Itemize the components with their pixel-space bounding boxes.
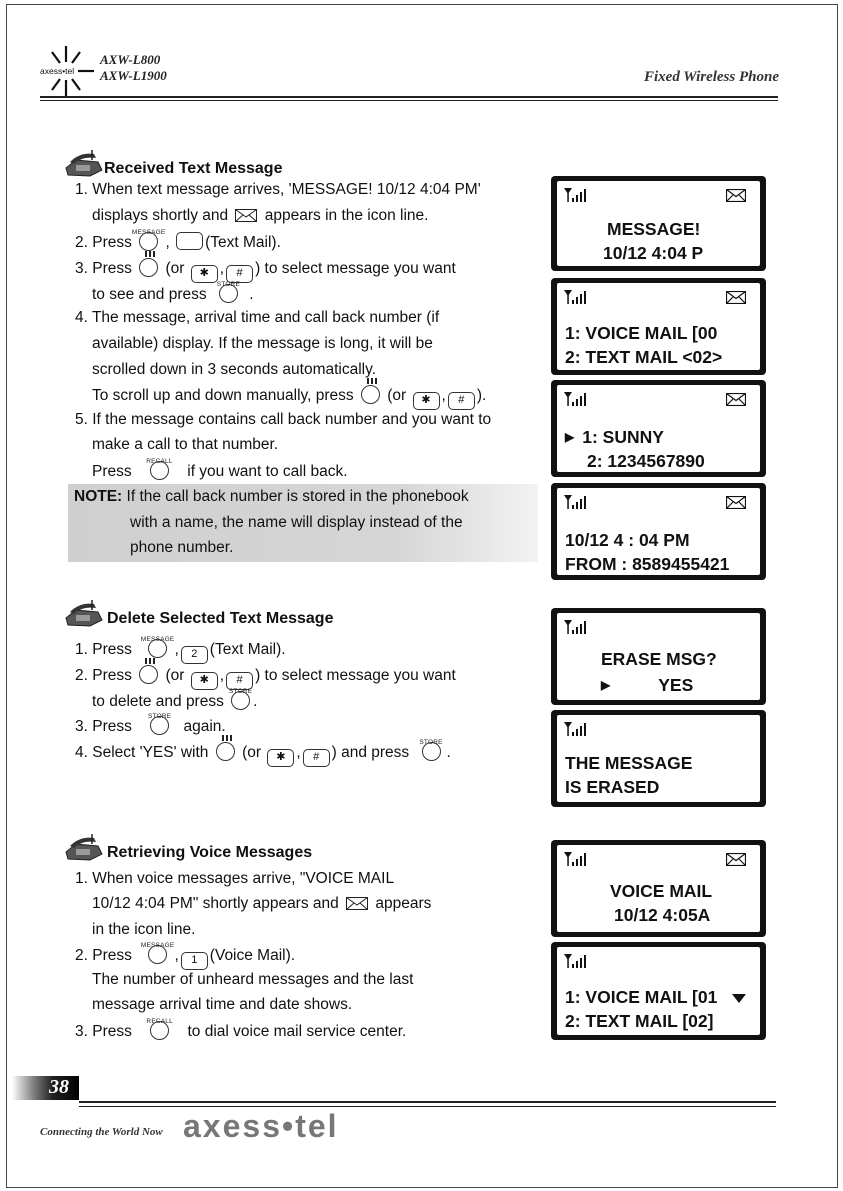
- cursor-arrow-icon: ▶: [601, 678, 611, 692]
- lcd-erase-confirm: [551, 608, 766, 705]
- note-box: [68, 484, 538, 562]
- delete-step-1: 1. Press MESSAGE , 2 (Text Mail).: [75, 639, 286, 664]
- lcd-line: 10/12 4:04 P: [603, 243, 704, 263]
- cursor-arrow-icon: ▶: [565, 430, 575, 444]
- lcd-line: 1: VOICE MAIL [00: [565, 323, 718, 343]
- lcd-line: 2: 1234567890: [587, 451, 705, 471]
- envelope-icon: [235, 209, 257, 222]
- received-step-5c: Press RECALL if you want to call back.: [92, 458, 348, 480]
- hash-key-icon: #: [226, 265, 253, 283]
- lcd-message-detail: [551, 483, 766, 580]
- signal-icon: [564, 494, 592, 510]
- section-title-received: Received Text Message: [104, 160, 283, 177]
- star-key-icon: ✱: [413, 392, 440, 410]
- store-key-icon: STORE: [422, 742, 441, 761]
- two-key-icon: 2: [181, 646, 208, 664]
- delete-step-2b: to delete and press STORE .: [92, 688, 258, 710]
- store-key-icon: STORE: [231, 691, 250, 710]
- envelope-icon: [346, 897, 368, 910]
- logo-text: axess•tel: [40, 66, 75, 76]
- lcd-sender-list: [551, 380, 766, 477]
- phone-icon: [62, 148, 104, 178]
- lcd-line: THE MESSAGE: [565, 753, 693, 773]
- star-key-icon: ✱: [191, 265, 218, 283]
- star-key-icon: ✱: [267, 749, 294, 767]
- recall-key-icon: RECALL: [150, 461, 169, 480]
- voice-step-2: 2. Press MESSAGE , 1 (Voice Mail).: [75, 945, 295, 970]
- header-rule: [40, 96, 778, 98]
- received-step-5: 5. If the message contains call back number and you want to: [75, 411, 492, 428]
- lcd-line: ▶ YES: [601, 675, 694, 695]
- signal-icon: [564, 721, 592, 737]
- header-title: Fixed Wireless Phone: [643, 69, 779, 85]
- lcd-message-list: [551, 278, 766, 375]
- header-rule-thin: [40, 100, 778, 101]
- section-title-voice: Retrieving Voice Messages: [107, 844, 313, 861]
- envelope-icon: [726, 291, 746, 304]
- lcd-voice-mail-list: [551, 942, 766, 1040]
- voice-step-2b: The number of unheard messages and the last: [92, 971, 414, 988]
- note-line-1: NOTE: If the call back number is stored in the phonebook: [74, 488, 469, 505]
- lcd-message-erased: [551, 710, 766, 807]
- voice-step-1: 1. When voice messages arrive, "VOICE MAIL: [75, 870, 395, 887]
- message-key-icon: MESSAGE: [139, 232, 158, 251]
- page-number: 38: [49, 1076, 69, 1098]
- store-key-icon: STORE: [150, 716, 169, 735]
- store-key-icon: STORE: [219, 284, 238, 303]
- received-step-1: 1. When text message arrives, 'MESSAGE! 10/12 4:04 PM': [75, 181, 481, 198]
- received-step-3b: to see and press STORE .: [92, 281, 254, 303]
- received-step-4b: available) display. If the message is long, it will be: [92, 335, 433, 352]
- lcd-line: 1: VOICE MAIL [01: [565, 987, 718, 1007]
- lcd-line: 2: TEXT MAIL <02>: [565, 347, 723, 367]
- lcd-line: MESSAGE!: [607, 219, 701, 239]
- received-step-4c: scrolled down in 3 seconds automatically.: [92, 361, 377, 378]
- lcd-message-arrived: [551, 176, 766, 271]
- envelope-icon: [726, 393, 746, 406]
- section-title-delete: Delete Selected Text Message: [107, 610, 334, 627]
- hash-key-icon: #: [448, 392, 475, 410]
- message-key-icon: MESSAGE: [148, 945, 167, 964]
- voice-step-3: 3. Press RECALL to dial voice mail service center.: [75, 1018, 407, 1040]
- footer-rule-thin: [79, 1106, 776, 1107]
- phone-icon: [62, 832, 104, 862]
- delete-step-3: 3. Press STORE again.: [75, 713, 226, 735]
- signal-icon: [564, 619, 592, 635]
- note-line-2: with a name, the name will display instead of the: [130, 514, 463, 531]
- signal-icon: [564, 187, 592, 203]
- delete-step-4: 4. Select 'YES' with (or ✱ , # ) and press STORE .: [75, 742, 451, 767]
- note-line-3: phone number.: [130, 539, 234, 556]
- recall-key-icon: RECALL: [150, 1021, 169, 1040]
- nav-key-icon: [139, 258, 158, 277]
- signal-icon: [564, 851, 592, 867]
- model-l800: AXW-L800: [100, 52, 161, 67]
- nav-key-icon: [361, 385, 380, 404]
- scroll-down-arrow-icon: [732, 994, 746, 1003]
- footer-brand-logo: axess•tel: [183, 1108, 339, 1144]
- lcd-line: 2: TEXT MAIL [02]: [565, 1011, 714, 1031]
- star-key-icon: ✱: [191, 672, 218, 690]
- lcd-voice-mail-arrived: [551, 840, 766, 937]
- received-step-3: 3. Press (or ✱ , # ) to select message you want: [75, 258, 456, 283]
- footer-tagline: Connecting the World Now: [40, 1126, 163, 1138]
- hash-key-icon: #: [226, 672, 253, 690]
- lcd-line: ▶ 1: SUNNY: [565, 427, 664, 447]
- phone-icon: [62, 598, 104, 628]
- one-key-icon: 1: [181, 952, 208, 970]
- model-l1900: AXW-L1900: [100, 68, 167, 83]
- text-mail-key-icon: [176, 232, 203, 250]
- signal-icon: [564, 289, 592, 305]
- received-step-5b: make a call to that number.: [92, 436, 279, 453]
- nav-key-icon: [139, 665, 158, 684]
- message-key-icon: MESSAGE: [148, 639, 167, 658]
- axesstel-logo-icon: [40, 44, 96, 98]
- lcd-line: 10/12 4 : 04 PM: [565, 530, 690, 550]
- voice-step-1b: 10/12 4:04 PM" shortly appears and appears: [92, 895, 432, 912]
- hash-key-icon: #: [303, 749, 330, 767]
- voice-step-2c: message arrival time and date shows.: [92, 996, 353, 1013]
- envelope-icon: [726, 853, 746, 866]
- received-step-4: 4. The message, arrival time and call back number (if: [75, 309, 440, 326]
- lcd-line: ERASE MSG?: [601, 649, 717, 669]
- signal-icon: [564, 391, 592, 407]
- voice-step-1c: in the icon line.: [92, 921, 196, 938]
- lcd-line: IS ERASED: [565, 777, 660, 797]
- lcd-line: VOICE MAIL: [610, 881, 713, 901]
- received-step-1b: displays shortly and appears in the icon line.: [92, 207, 429, 224]
- nav-key-icon: [216, 742, 235, 761]
- envelope-icon: [726, 496, 746, 509]
- envelope-icon: [726, 189, 746, 202]
- page-number-tab: [12, 1076, 79, 1100]
- delete-step-2: 2. Press (or ✱ , # ) to select message you want: [75, 665, 456, 690]
- received-step-4d: To scroll up and down manually, press (or ✱ , # ).: [92, 385, 486, 410]
- footer-rule: [79, 1101, 776, 1103]
- received-step-2: 2. Press MESSAGE , (Text Mail).: [75, 229, 281, 251]
- lcd-line: 10/12 4:05A: [614, 905, 711, 925]
- signal-icon: [564, 953, 592, 969]
- lcd-line: FROM : 8589455421: [565, 554, 730, 574]
